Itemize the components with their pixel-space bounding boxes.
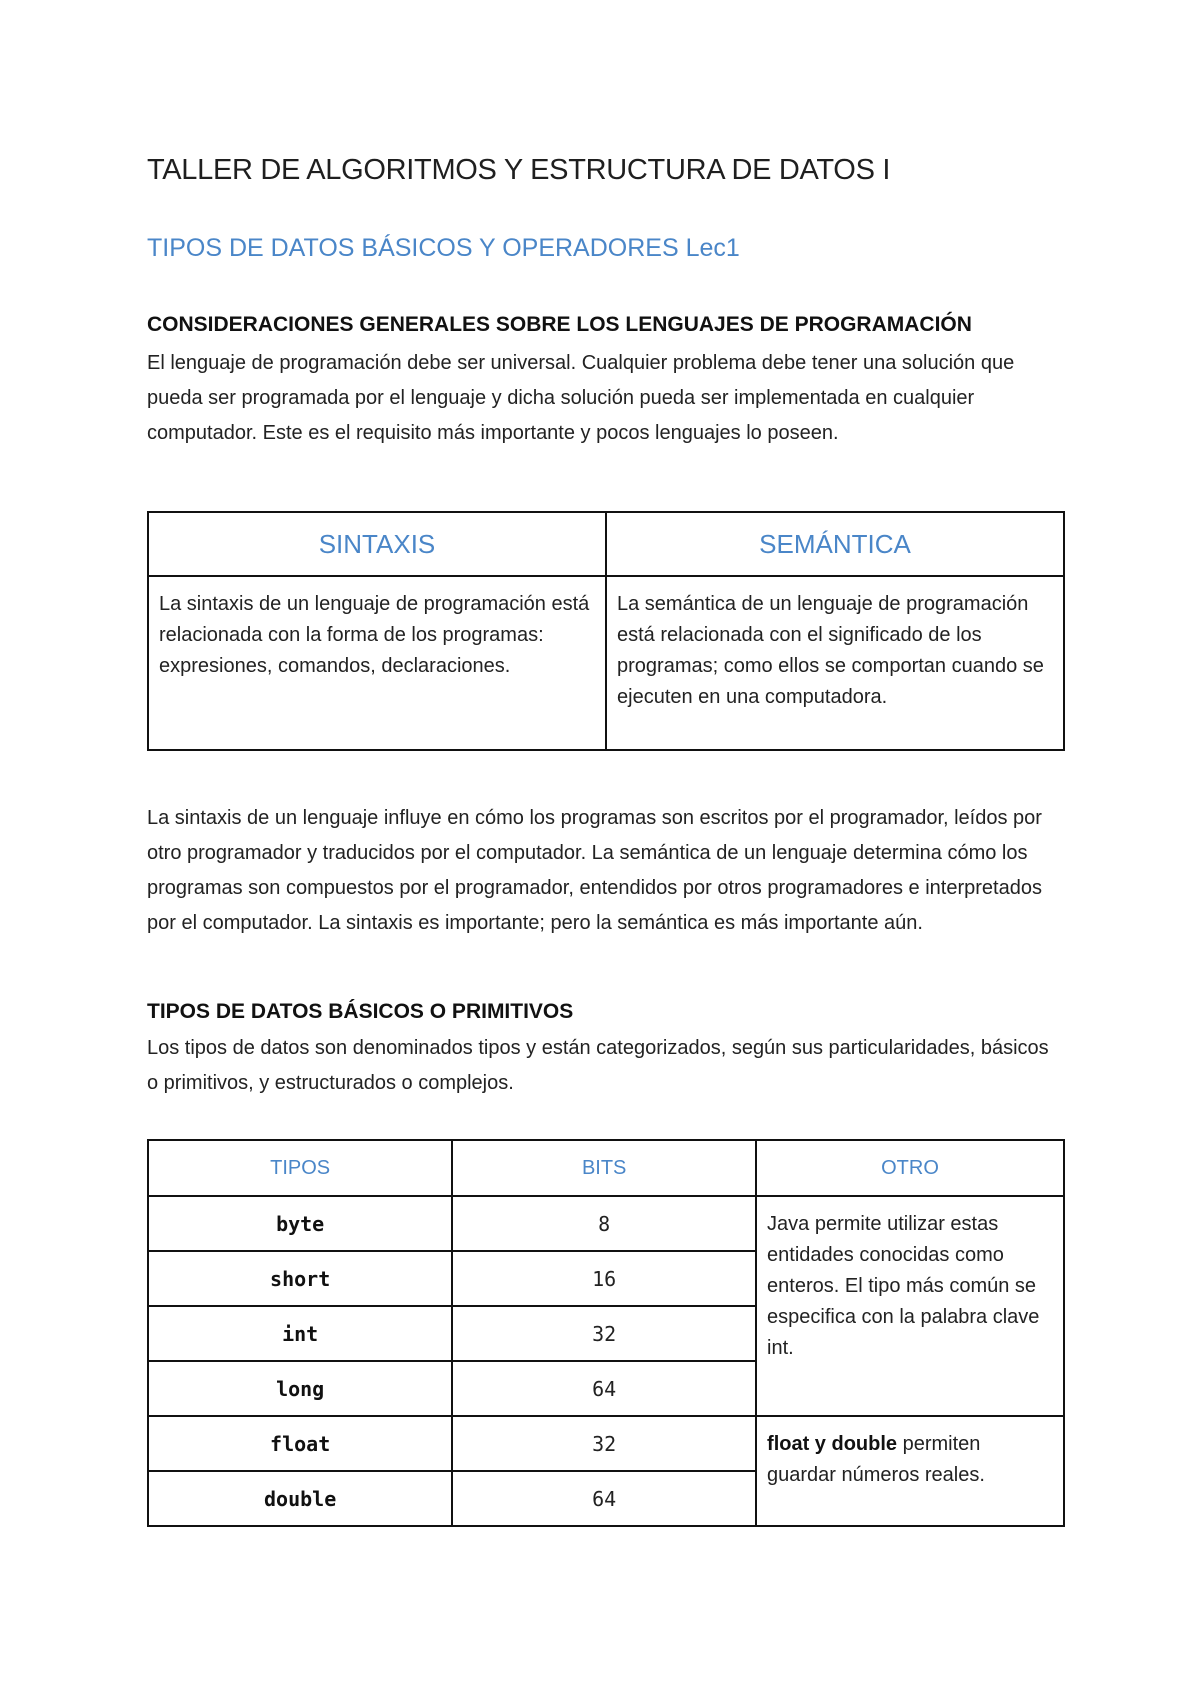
section-heading: TIPOS DE DATOS BÁSICOS O PRIMITIVOS bbox=[147, 1000, 574, 1023]
section-heading: CONSIDERACIONES GENERALES SOBRE LOS LENGUAJES DE PROGRAMACIÓN bbox=[147, 313, 972, 336]
bits-cell: 8 bbox=[452, 1196, 756, 1251]
bits-cell: 16 bbox=[452, 1251, 756, 1306]
type-cell: int bbox=[148, 1306, 452, 1361]
header-otro: OTRO bbox=[756, 1140, 1064, 1196]
bits-cell: 32 bbox=[452, 1416, 756, 1471]
bits-cell: 64 bbox=[452, 1471, 756, 1526]
cell-semantica-description: La semántica de un lenguaje de programación está relacionada con el significado de los programas; como ellos se comportan cuando se ejecuten en una computadora. bbox=[606, 576, 1064, 750]
section-paragraph: Los tipos de datos son denominados tipos y están categorizados, según sus particularidades, básicos o primitivos, y estructurados o complejos. bbox=[147, 1037, 1049, 1094]
document-page bbox=[147, 150, 1065, 1527]
syntax-semantics-paragraph: La sintaxis de un lenguaje influye en cómo los programas son escritos por el programador, leídos por otro programador y traducidos por el computador. La semántica de un lenguaje determina cómo los programas son compuestos por el programador, entendidos por otros programadores e interpretados por el computador. La sintaxis es importante; pero la semántica es más importante aún. bbox=[147, 807, 1042, 934]
document-subtitle: TIPOS DE DATOS BÁSICOS Y OPERADORES Lec1 bbox=[147, 234, 740, 262]
bits-cell: 32 bbox=[452, 1306, 756, 1361]
header-tipos: TIPOS bbox=[148, 1140, 452, 1196]
note-reals-text: permiten guardar números reales. bbox=[767, 1433, 985, 1486]
section-general-considerations bbox=[147, 310, 1065, 451]
table-row bbox=[148, 1416, 1064, 1471]
document-title: TALLER DE ALGORITMOS Y ESTRUCTURA DE DATOS I bbox=[147, 154, 891, 186]
note-reals-keywords: float y double bbox=[767, 1433, 898, 1455]
section-paragraph: El lenguaje de programación debe ser universal. Cualquier problema debe tener una solución que pueda ser programada por el lenguaje y dicha solución pueda ser implementada en cualquier computador. Este es el requisito más importante y pocos lenguajes lo poseen. bbox=[147, 352, 1015, 444]
bits-cell: 64 bbox=[452, 1361, 756, 1416]
cell-sintaxis-description: La sintaxis de un lenguaje de programación está relacionada con la forma de los programas: expresiones, comandos, declaraciones. bbox=[148, 576, 606, 750]
table-header-row bbox=[148, 1140, 1064, 1196]
header-bits: BITS bbox=[452, 1140, 756, 1196]
type-cell: float bbox=[148, 1416, 452, 1471]
type-cell: long bbox=[148, 1361, 452, 1416]
note-integers: Java permite utilizar estas entidades conocidas como enteros. El tipo más común se especifica con la palabra clave int. bbox=[756, 1196, 1064, 1416]
type-cell: double bbox=[148, 1471, 452, 1526]
data-types-table bbox=[147, 1139, 1065, 1527]
note-reals bbox=[756, 1416, 1064, 1526]
header-semantica: SEMÁNTICA bbox=[606, 512, 1064, 576]
type-cell: short bbox=[148, 1251, 452, 1306]
section-basic-types bbox=[147, 997, 1065, 1101]
header-sintaxis: SINTAXIS bbox=[148, 512, 606, 576]
syntax-semantics-table bbox=[147, 511, 1065, 751]
table-header-row bbox=[148, 512, 1064, 576]
table-row bbox=[148, 576, 1064, 750]
table-row bbox=[148, 1196, 1064, 1251]
type-cell: byte bbox=[148, 1196, 452, 1251]
